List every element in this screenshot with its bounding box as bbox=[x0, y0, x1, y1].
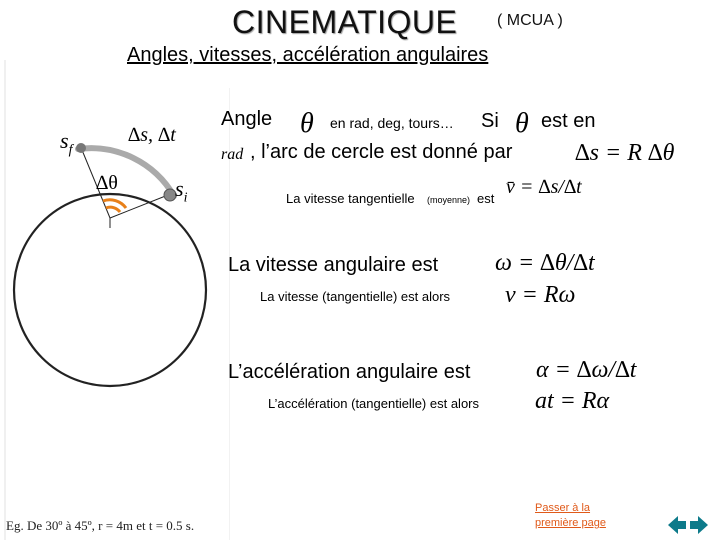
est-word: est bbox=[477, 191, 495, 206]
tangential-accel-eq: at = Rα bbox=[535, 388, 610, 414]
double-arrow-icon[interactable] bbox=[666, 514, 710, 536]
label-sf: $s_f$ bbox=[60, 128, 73, 158]
label-si: $s_i$ bbox=[175, 176, 188, 206]
theta-symbol-2: θ bbox=[515, 108, 529, 139]
point-sf bbox=[76, 143, 86, 153]
circle-diagram bbox=[0, 60, 230, 540]
theta-symbol-1: θ bbox=[300, 108, 314, 139]
tangential-speed-alt-label: La vitesse (tangentielle) est alors bbox=[260, 289, 451, 304]
moyenne-note: (moyenne) bbox=[427, 195, 471, 205]
tangential-speed-alt-eq: v = Rω bbox=[505, 282, 576, 308]
angular-speed-label: La vitesse angulaire est bbox=[228, 254, 439, 276]
page-subtitle: Angles, vitesses, accélération angulaires bbox=[127, 44, 489, 66]
angle-arc-2 bbox=[106, 207, 120, 212]
tangential-accel-label: L’accélération (tangentielle) est alors bbox=[268, 396, 480, 411]
page-title: CINEMATIQUE bbox=[232, 4, 458, 40]
example-text: Eg. De 30º à 45º, r = 4m et t = 0.5 s. bbox=[6, 518, 195, 533]
units-text: en rad, deg, tours… bbox=[330, 115, 454, 131]
angular-speed-eq: ω = ∆θ/∆t bbox=[495, 250, 595, 276]
angle-label: Angle bbox=[221, 108, 273, 130]
angular-accel-label: L’accélération angulaire est bbox=[228, 361, 471, 383]
arc-text: , l’arc de cercle est donné par bbox=[250, 141, 513, 163]
si-word: Si bbox=[481, 110, 499, 132]
angular-accel-eq: α = ∆ω/∆t bbox=[536, 357, 637, 383]
est-en-text: est en bbox=[541, 110, 596, 132]
tangential-speed-eq: v̄ = ∆s/∆t bbox=[506, 176, 582, 198]
rad-word: rad bbox=[221, 146, 244, 163]
first-page-link[interactable]: Passer à la première page bbox=[535, 502, 606, 529]
arc-delta-s bbox=[78, 148, 174, 196]
tangential-speed-label: La vitesse tangentielle bbox=[286, 191, 415, 206]
label-delta-theta: ∆θ bbox=[96, 172, 118, 194]
page-title-tag: ( MCUA ) bbox=[497, 12, 563, 29]
arc-equation: ∆s = R ∆θ bbox=[575, 140, 675, 166]
label-delta-s: ∆s, ∆t bbox=[128, 124, 176, 146]
